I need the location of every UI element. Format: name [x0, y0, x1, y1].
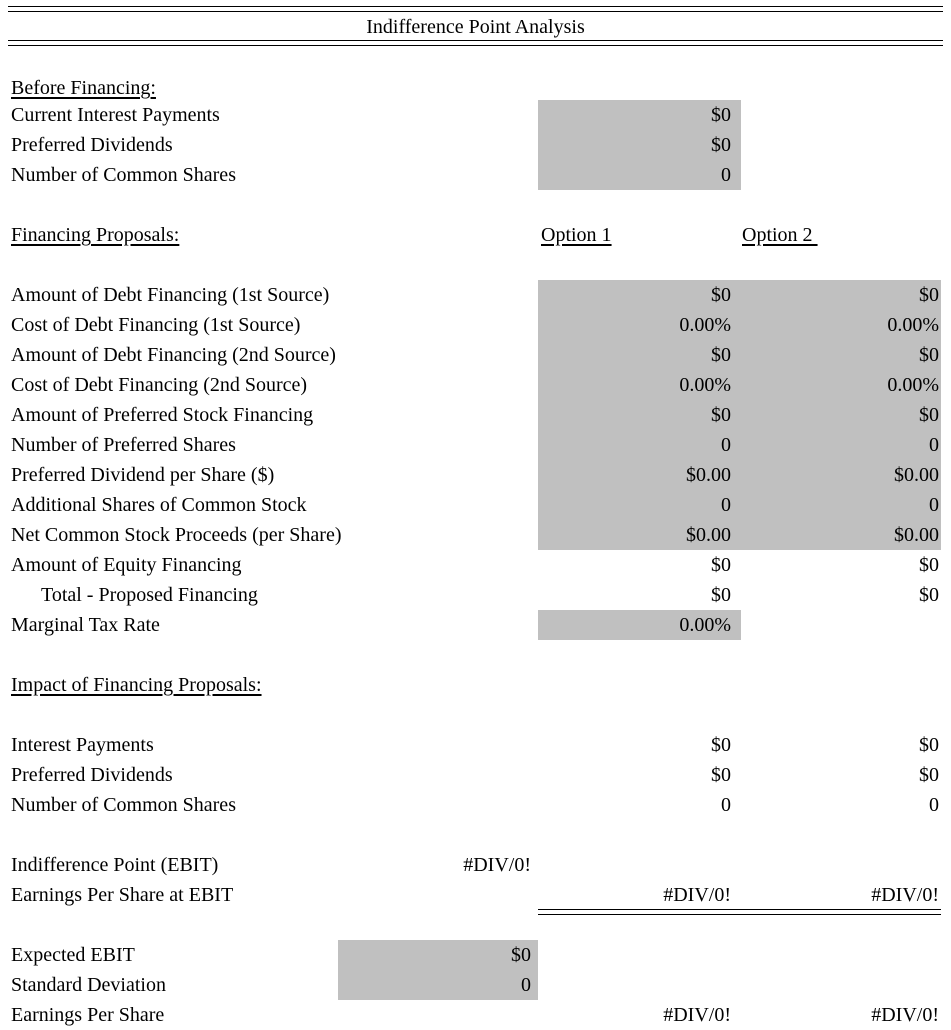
label-equity-financing: Amount of Equity Financing [11, 554, 242, 576]
label-common-shares: Number of Common Shares [11, 164, 236, 186]
label-marginal-tax-rate: Marginal Tax Rate [11, 614, 160, 636]
input-debt-cost-1-opt2[interactable]: 0.00% [887, 314, 939, 336]
input-current-interest[interactable]: $0 [711, 104, 731, 126]
value-impact-interest-opt1: $0 [711, 734, 731, 756]
label-expected-ebit: Expected EBIT [11, 944, 135, 966]
section-heading-before-financing: Before Financing: [11, 77, 156, 99]
label-preferred-dividends: Preferred Dividends [11, 134, 173, 156]
label-preferred-amount: Amount of Preferred Stock Financing [11, 404, 314, 426]
label-debt-amount-1: Amount of Debt Financing (1st Source) [11, 284, 330, 306]
input-net-proceeds-opt1[interactable]: $0.00 [686, 524, 731, 546]
label-net-common-proceeds: Net Common Stock Proceeds (per Share) [11, 524, 342, 546]
label-standard-deviation: Standard Deviation [11, 974, 166, 996]
input-additional-shares-opt2[interactable]: 0 [929, 494, 939, 516]
input-additional-shares-opt1[interactable]: 0 [721, 494, 731, 516]
column-header-option-1: Option 1 [541, 224, 612, 246]
input-preferred-amount-opt2[interactable]: $0 [919, 404, 939, 426]
input-preferred-amount-opt1[interactable]: $0 [711, 404, 731, 426]
input-net-proceeds-opt2[interactable]: $0.00 [894, 524, 939, 546]
label-debt-amount-2: Amount of Debt Financing (2nd Source) [11, 344, 336, 366]
label-impact-interest: Interest Payments [11, 734, 154, 756]
label-preferred-dividend-per-share: Preferred Dividend per Share ($) [11, 464, 275, 486]
label-debt-cost-1: Cost of Debt Financing (1st Source) [11, 314, 301, 336]
value-impact-common-opt1: 0 [721, 794, 731, 816]
column-header-option-2: Option 2 [742, 224, 818, 246]
title-bottom-rule [8, 40, 943, 46]
value-impact-preferred-opt2: $0 [919, 764, 939, 786]
input-common-shares[interactable]: 0 [721, 164, 731, 186]
label-expected-eps: Earnings Per Share [11, 1004, 165, 1026]
input-debt-cost-2-opt1[interactable]: 0.00% [679, 374, 731, 396]
value-total-financing-opt1: $0 [711, 584, 731, 606]
value-equity-financing-opt2: $0 [919, 554, 939, 576]
input-preferred-dividend-opt1[interactable]: $0.00 [686, 464, 731, 486]
label-preferred-shares: Number of Preferred Shares [11, 434, 236, 456]
input-debt-cost-1-opt1[interactable]: 0.00% [679, 314, 731, 336]
input-standard-deviation[interactable]: 0 [521, 974, 531, 996]
value-expected-eps-opt2: #DIV/0! [871, 1004, 939, 1026]
label-debt-cost-2: Cost of Debt Financing (2nd Source) [11, 374, 308, 396]
input-preferred-dividends[interactable]: $0 [711, 134, 731, 156]
label-indifference-point: Indifference Point (EBIT) [11, 854, 219, 876]
value-indifference-point: #DIV/0! [463, 854, 531, 876]
eps-double-underline [538, 909, 941, 915]
value-equity-financing-opt1: $0 [711, 554, 731, 576]
input-preferred-shares-opt2[interactable]: 0 [929, 434, 939, 456]
input-debt-cost-2-opt2[interactable]: 0.00% [887, 374, 939, 396]
input-debt-amount-2-opt2[interactable]: $0 [919, 344, 939, 366]
input-debt-amount-1-opt2[interactable]: $0 [919, 284, 939, 306]
value-eps-at-ebit-opt2: #DIV/0! [871, 884, 939, 906]
input-expected-ebit[interactable]: $0 [511, 944, 531, 966]
sheet-title: Indifference Point Analysis [366, 16, 585, 38]
value-expected-eps-opt1: #DIV/0! [663, 1004, 731, 1026]
label-current-interest: Current Interest Payments [11, 104, 220, 126]
value-impact-preferred-opt1: $0 [711, 764, 731, 786]
label-total-proposed-financing: Total - Proposed Financing [41, 584, 258, 606]
input-debt-amount-2-opt1[interactable]: $0 [711, 344, 731, 366]
label-additional-common-shares: Additional Shares of Common Stock [11, 494, 307, 516]
value-impact-common-opt2: 0 [929, 794, 939, 816]
input-preferred-shares-opt1[interactable]: 0 [721, 434, 731, 456]
value-impact-interest-opt2: $0 [919, 734, 939, 756]
section-heading-financing-proposals: Financing Proposals: [11, 224, 180, 246]
input-debt-amount-1-opt1[interactable]: $0 [711, 284, 731, 306]
label-eps-at-ebit: Earnings Per Share at EBIT [11, 884, 234, 906]
value-eps-at-ebit-opt1: #DIV/0! [663, 884, 731, 906]
section-heading-impact: Impact of Financing Proposals: [11, 674, 262, 696]
input-marginal-tax-rate[interactable]: 0.00% [679, 614, 731, 636]
label-impact-preferred: Preferred Dividends [11, 764, 173, 786]
label-impact-common-shares: Number of Common Shares [11, 794, 236, 816]
value-total-financing-opt2: $0 [919, 584, 939, 606]
input-preferred-dividend-opt2[interactable]: $0.00 [894, 464, 939, 486]
